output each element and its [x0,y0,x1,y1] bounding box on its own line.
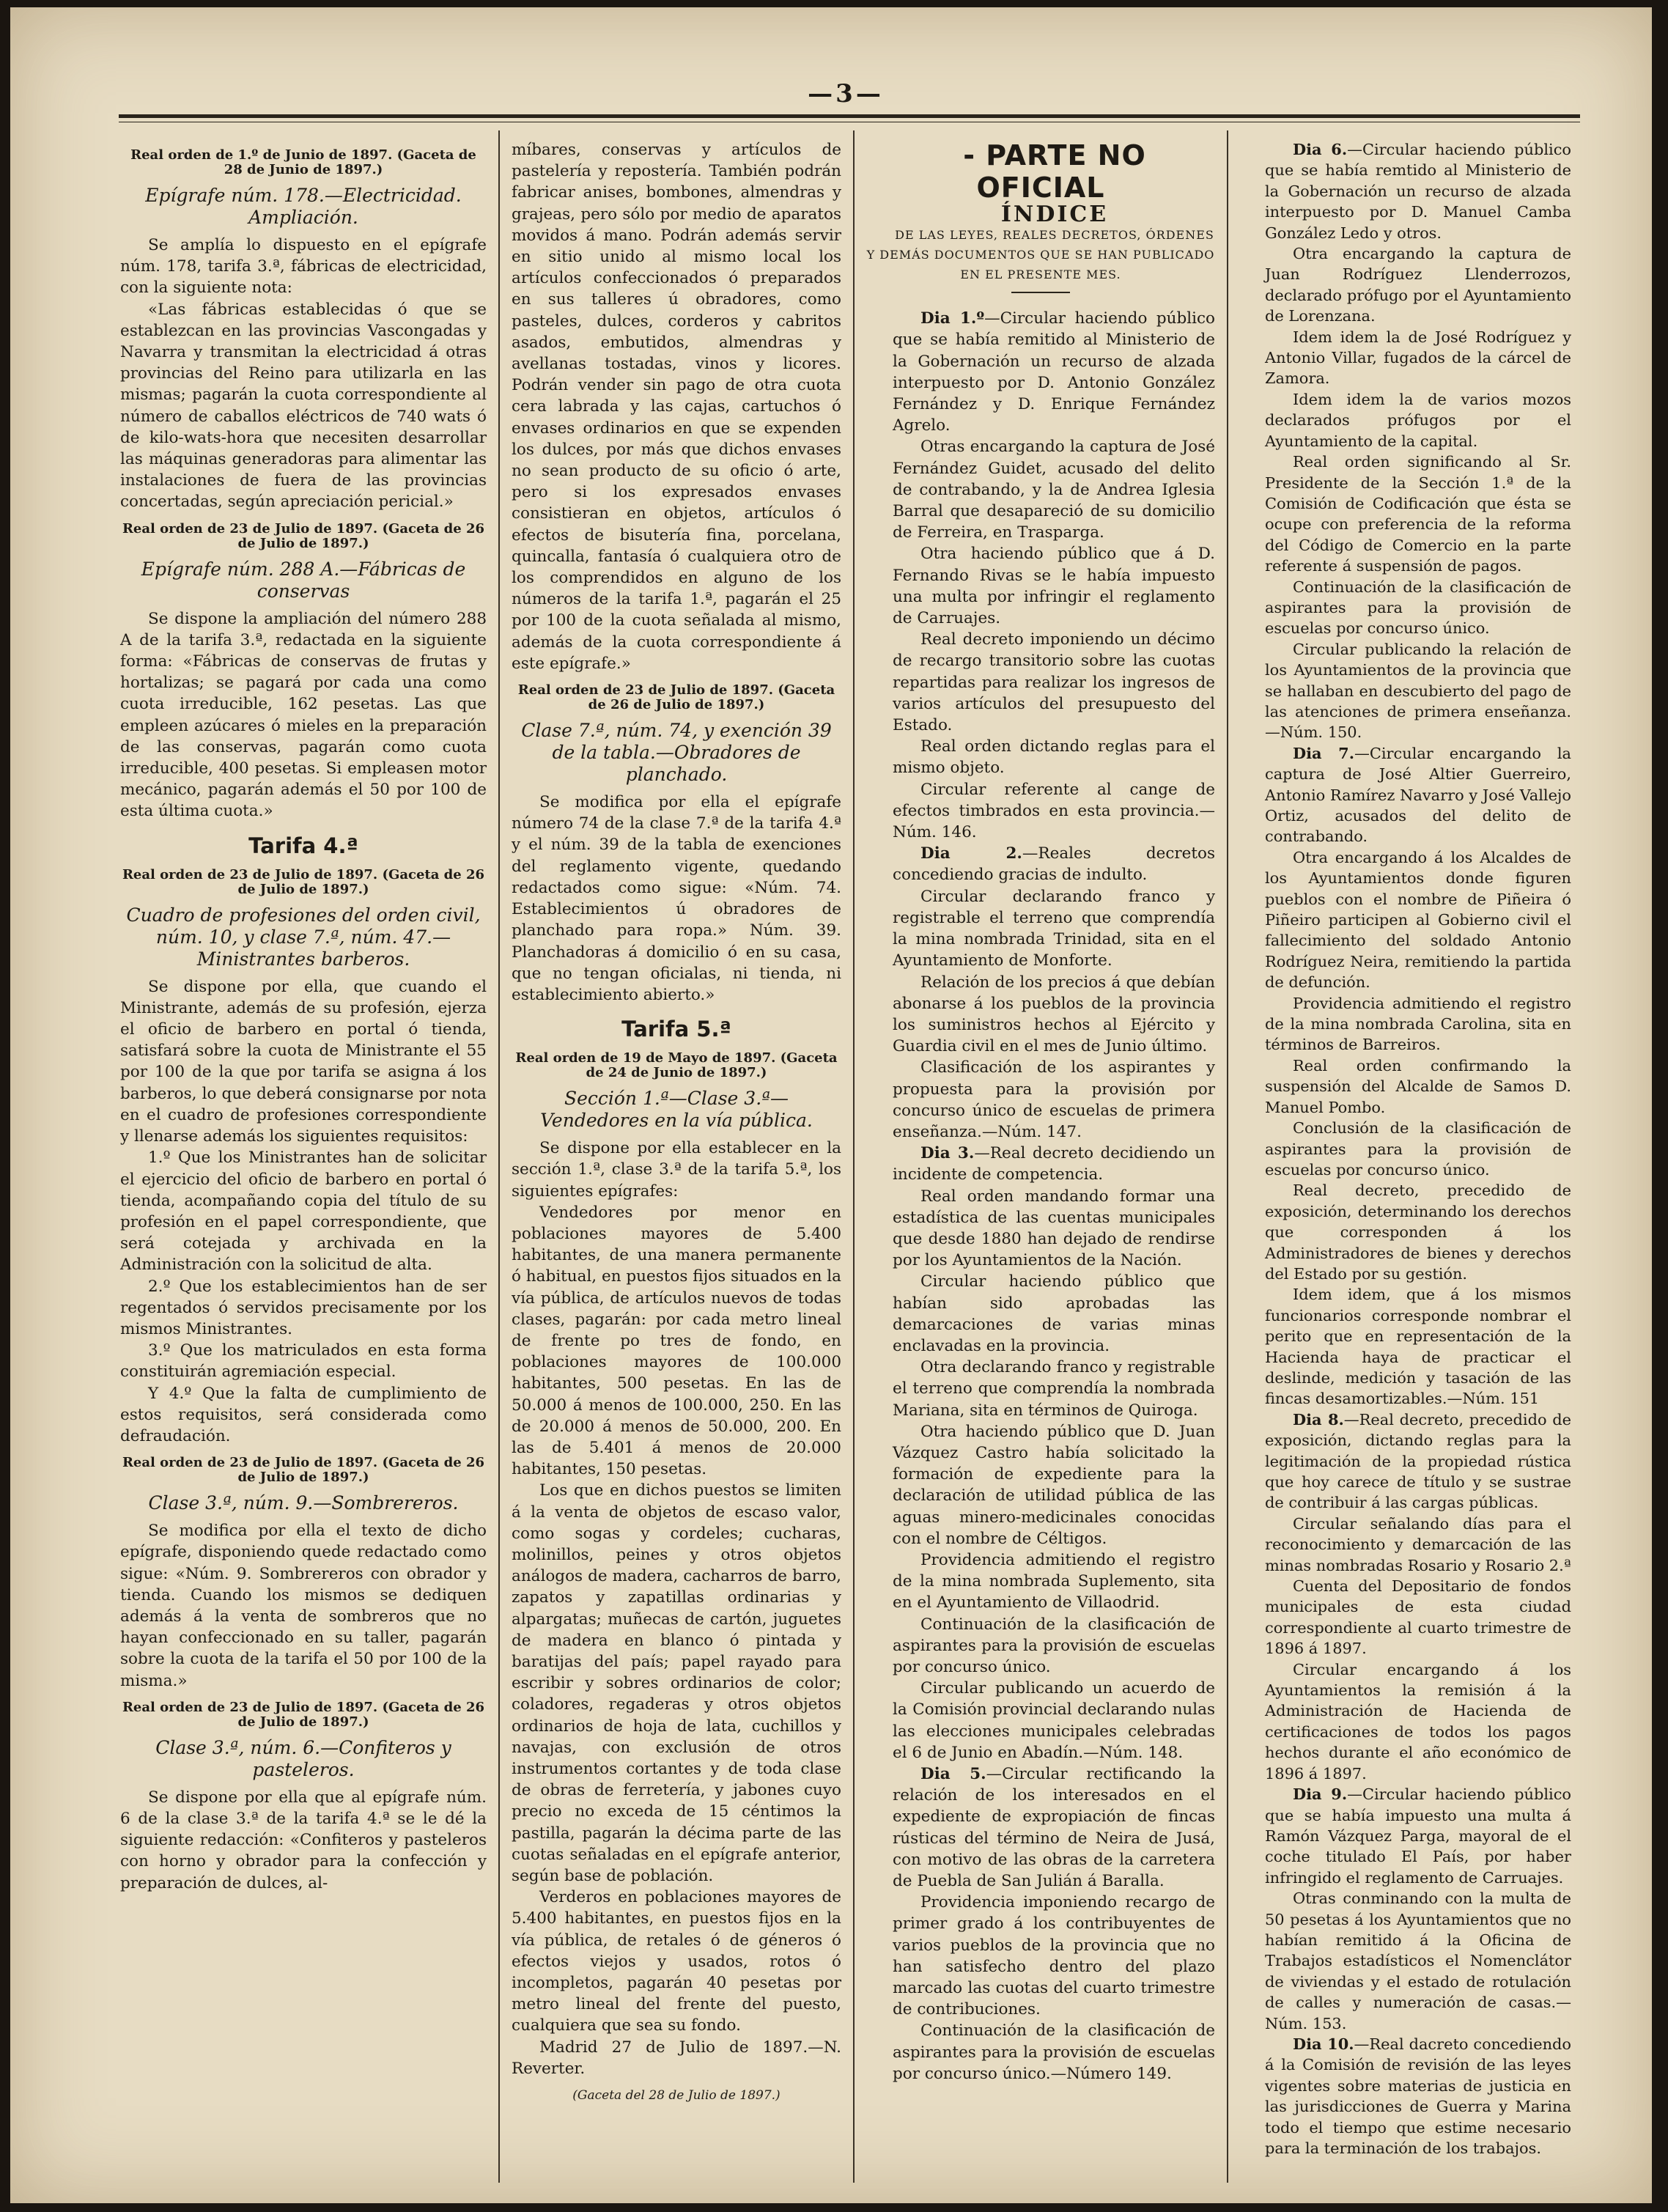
index-day: Dia 7. [1293,743,1354,762]
index-entry: Circular referente al cange de efectos timbrados en esta provincia.—Núm. 146. [893,780,1215,842]
page-number: —3— [808,79,884,108]
paragraph: Vendedores por menor en poblaciones mayores de 5.400 habitantes, de una manera permanente ó habitual, en puestos fijos situados en la vía pública, de artículos nuevos de todas clases, pagarán: por cada metro lineal de frente po tres de fondo, en poblaciones mayores de 100.000 habitantes, 500 pesetas. En las de 50.000 á menos de 100.000, 250. En las de 20.000 á menos de 50.000, 200. En las de 5.401 á menos de 20.000 habitantes, 150 pesetas. [512,1203,841,1479]
index-entry: Otra declarando franco y registrable el terreno que comprendía la nombrada Mariana, sita en términos de Quiroga. [893,1358,1215,1420]
index-entry: Real orden confirmando la suspensión del Alcalde de Samos D. Manuel Pombo. [1265,1056,1571,1116]
index-entry: Dia 9.—Circular haciendo público que se había impuesto una multa á Ramón Vázquez Parga, mayoral de el coche titulado El País, por haber infringido el reglamento de Carruajes. [1265,1785,1572,1887]
paragraph: 1.º Que los Ministrantes han de solicitar el ejercicio del oficio de barbero en portal ó tienda, acompañando copia del título de su profesión en el papel correspondiente, que será cotejada y archivada en la Administración con la solicitud de alta. [120,1149,487,1275]
section-heading: Cuadro de profesiones del orden civil, núm. 10, y clase 7.ª, núm. 47.—Ministrantes barberos. [126,904,481,970]
short-rule [1011,292,1070,293]
column-1 [120,139,487,1894]
index-entry: Idem idem, que á los mismos funcionarios corresponde nombrar el perito que en representación de la Hacienda haya de practicar el deslinde, medición y tasación de las fincas desamortizables.—Núm. 151 [1265,1286,1571,1408]
index-entry: Real orden significando al Sr. Presidente de la Sección 1.ª de la Comisión de Codificación que ésta se ocupe con preferencia de la reforma del Código de Comercio en la parte referente á suspensión de pagos. [1265,453,1571,575]
tariff-heading: Tarifa 4.ª [248,833,358,858]
column-divider [1227,130,1228,2183]
index-entry: Relación de los precios á que debían abonarse á los pueblos de la provincia los suministros hechos al Ejército y Guardia civil en el mes de Junio último. [893,973,1215,1056]
index-entry: Circular declarando franco y registrable el terreno que comprendía la mina nombrada Trinidad, sita en el Ayuntamiento de Monforte. [893,887,1215,970]
index-day: Dia 9. [1293,1785,1348,1804]
index-entry: Dia 7.—Circular encargando la captura de José Altier Guerreiro, Antonio Ramírez Navarro y José Vallejo Ortiz, acusados del delito de contrabando. [1265,743,1571,846]
index-day: Dia 5. [920,1765,986,1784]
header-rule [119,114,1580,118]
index-entry: Dia 5.—Circular rectificando la relación de los interesados en el expediente de expropiación de fincas rústicas del término de Neira de Jusá, con motivo de las obras de la carretera de Puebla de San Julián á Baralla. [893,1765,1215,1891]
source-citation: Real orden de 19 de Mayo de 1897. (Gaceta de 24 de Junio de 1897.) [515,1050,838,1081]
index-entry: Providencia admitiendo el registro de la mina nombrada Carolina, sita en términos de Barreiros. [1265,994,1571,1054]
index-entry: Dia 6.—Circular haciendo público que se había remtido al Ministerio de la Gobernación un recurso de alzada interpuesto por D. Manuel Camba González Ledo y otros. [1265,140,1572,242]
index-entry: Otras conminando con la multa de 50 pesetas á los Ayuntamientos que no habían remitido á la Oficina de Trabajos estadísticos el Nomenclátor de viviendas y el estado de rotulación de calles y numeración de casas.—Núm. 153. [1265,1890,1571,2032]
paragraph: 2.º Que los establecimientos han de ser regentados ó servidos precisamente por los mismos Ministrantes. [120,1277,487,1338]
newspaper-page [10,7,1652,2203]
paragraph: Y 4.º Que la falta de cumplimiento de estos requisitos, será considerada como defraudación. [120,1384,487,1445]
paragraph: Madrid 27 de Julio de 1897.—N. Reverter. [512,2038,841,2078]
index-entry: Otra haciendo público que á D. Fernando Rivas se le había impuesto una multa por infringir el reglamento de Carruajes. [893,545,1215,628]
index-entry: Otras encargando la captura de José Fernández Guidet, acusado del delito de contrabando, y la de Andrea Iglesia Barral que desapareció de su domicilio de Ferreira, en Trasparga. [893,438,1215,542]
index-entry: Dia 8.—Real decreto, precedido de exposición, dictando reglas para la legitimación de la propiedad rústica que hoy carece de título y se sustrae de contribuir á las cargas públicas. [1265,1409,1571,1512]
tariff-heading: Tarifa 5.ª [621,1017,731,1042]
section-heading: Sección 1.ª—Clase 3.ª—Vendedores en la vía pública. [540,1088,813,1132]
section-heading: Epígrafe núm. 288 A.—Fábricas de conservas [141,558,466,602]
section-title: - PARTE NO OFICIAL [963,139,1146,204]
index-entry: Circular encargando á los Ayuntamientos la remisión á la Administración de Hacienda de certificaciones de todos los pagos hechos durante el año económico de 1896 á 1897. [1265,1660,1571,1782]
index-entry: Continuación de la clasificación de aspirantes para la provisión de escuelas por concurso único. [1265,578,1571,638]
section-heading: Clase 3.ª, núm. 9.—Sombrereros. [148,1492,459,1514]
paragraph: 3.º Que los matriculados en esta forma constituirán agremiación especial. [120,1341,487,1382]
index-entry: Cuenta del Depositario de fondos municipales de esta ciudad correspondiente al cuarto trimestre de 1896 á 1897. [1265,1577,1571,1658]
index-day: Dia 1.º [920,309,985,328]
index-entry: Circular haciendo público que habían sido aprobadas las demarcaciones de varias minas enclavadas en la provincia. [893,1272,1215,1355]
index-entry: Real decreto, precedido de exposición, determinando los derechos que corresponden á los Administradores de bienes y derechos del Estado por su gestión. [1265,1181,1571,1283]
signature: (Gaceta del 28 de Julio de 1897.) [572,2088,781,2104]
paragraph: Se dispone por ella que al epígrafe núm. 6 de la clase 3.ª de la tarifa 4.ª se le dé la siguiente redacción: «Confiteros y pasteleros con horno y obrador para la confección y preparación de dulces, al- [120,1788,487,1892]
paragraph: Se modifica por ella el epígrafe número 74 de la clase 7.ª de la tarifa 4.ª y el núm. 39 de la tabla de exenciones del reglamento vigente, quedando redactados como sigue: «Núm. 74. Establecimientos ú obradores de planchado para ropa.» Núm. 39. Planchadoras á domicilio ó en su casa, que no tengan oficialas, ni tienda, ni establecimiento abierto.» [512,793,841,1004]
source-citation: Real orden de 23 de Julio de 1897. (Gaceta de 26 de Julio de 1897.) [122,1455,485,1486]
index-entry: Circular publicando la relación de los Ayuntamientos de la provincia que se hallaban en descubierto del pago de las atenciones de primera enseñanza.—Núm. 150. [1265,640,1571,742]
paragraph: Se modifica por ella el texto de dicho epígrafe, disponiendo quede redactado como sigue: «Núm. 9. Sombrereros con obrador y tienda. Cuando los mismos se dediquen además á la venta de sombreros que no hayan confeccionado en su taller, pagarán sobre la cuota de la tarifa el 50 por 100 de la misma.» [120,1522,487,1690]
column-2 [512,139,841,2106]
section-heading: Clase 3.ª, núm. 6.—Confiteros y pasteleros. [155,1736,451,1780]
index-day: Dia 6. [1293,140,1348,158]
column-4-index [1239,139,1571,2158]
paragraph: Se dispone la ampliación del número 288 A de la tarifa 3.ª, redactada en la siguiente forma: «Fábricas de conservas de frutas y hortalizas; se pagará por cada una como cuota irreducible, 162 pesetas. Las que empleen azúcares ó mieles en la preparación de las conservas, pagarán como cuota irreducible, 400 pesetas. Si empleasen motor mecánico, pagarán además el 50 por 100 de esta última cuota.» [120,609,487,821]
index-subtitle: DE LAS LEYES, REALES DECRETOS, ÓRDENES Y DEMÁS DOCUMENTOS QUE SE HAN PUBLICADO EN EL PRESENTE MES. [866,228,1215,282]
column-divider [853,130,855,2183]
index-day: Dia 3. [920,1144,975,1163]
index-entry: Otra haciendo público que D. Juan Vázquez Castro había solicitado la formación de expediente para la declaración de utilidad pública de las aguas minero-medicinales conocidas con el nombre de Céltigos. [893,1422,1215,1548]
index-entry: Continuación de la clasificación de aspirantes para la provisión de escuelas por concurso único.—Número 149. [893,2021,1215,2083]
index-entry: Idem idem la de varios mozos declarados prófugos por el Ayuntamiento de la capital. [1265,390,1571,450]
index-entry: Dia 3.—Real decreto decidiendo un incidente de competencia. [893,1144,1215,1184]
index-day: Dia 2. [920,844,1022,863]
index-entry: Conclusión de la clasificación de aspirantes para la provisión de escuelas por concurso único. [1265,1119,1571,1179]
index-day: Dia 10. [1293,2034,1354,2053]
index-entry: Real orden mandando formar una estadística de las cuentas municipales que desde 1880 han dejado de rendirse por los Ayuntamientos de la Nación. [893,1187,1215,1270]
paragraph: Se dispone por ella establecer en la sección 1.ª, clase 3.ª de la tarifa 5.ª, los siguientes epígrafes: [512,1139,841,1201]
index-entry: Clasificación de los aspirantes y propuesta para la provisión por concurso único de escuelas de primera enseñanza.—Núm. 147. [893,1058,1215,1141]
paragraph: míbares, conservas y artículos de pastelería y repostería. También podrán fabricar anises, bombones, almendras y grajeas, pero sólo por medio de aparatos movidos á mano. Podrán además servir en sitio unido al mismo local los artículos confeccionados ó preparados en sus talleres ú obradores, como pasteles, dulces, corderos y cabritos asados, embutidos, almendras y avellanas tostadas, vinos y licores. Podrán vender sin pago de otra cuota cera labrada y las cajas, cartuchos ó envases ordinarios en que se expenden los dulces, por más que dichos envases no sean producto de su oficio ó arte, pero si los expresados envases consistieran en objetos, artículos ó efectos de bisutería fina, porcelana, quincalla, fantasía ó cualquiera otro de los comprendidos en alguno de los números de la tarifa 1.ª, pagarán el 25 por 100 de la cuota señalada al mismo, además de la cuota correspondiente á este epígrafe.» [512,141,841,673]
index-entry: Circular publicando un acuerdo de la Comisión provincial declarando nulas las elecciones municipales celebradas el 6 de Junio en Abadín.—Núm. 148. [893,1679,1215,1762]
section-heading: Clase 7.ª, núm. 74, y exención 39 de la tabla.—Obradores de planchado. [521,720,832,786]
index-entry: Dia 2.—Reales decretos concediendo gracias de indulto. [893,844,1215,885]
index-entry: Circular señalando días para el reconocimiento y demarcación de las minas nombradas Rosario y Rosario 2.ª [1265,1514,1571,1574]
index-entry: Providencia admitiendo el registro de la mina nombrada Suplemento, sita en el Ayuntamiento de Villaodrid. [893,1550,1215,1612]
source-citation: Real orden de 23 de Julio de 1897. (Gaceta de 26 de Julio de 1897.) [517,682,835,713]
paragraph: Se dispone por ella, que cuando el Ministrante, además de su profesión, ejerza el oficio de barbero en portal ó tienda, satisfará sobre la cuota de Ministrante el 55 por 100 de la que por tarifa se asigna á los barberos, lo que deberá consignarse por nota en el cuadro de profesiones correspondiente y llenarse además los siguientes requisitos: [120,977,487,1146]
index-entry: Otra encargando á los Alcaldes de los Ayuntamientos donde figuren pueblos con el nombre de Piñeira ó Piñeiro participen al Gobierno civil el fallecimiento del soldado Antonio Rodríguez Neira, remitiendo la partida de defunción. [1265,848,1571,992]
paragraph: Se amplía lo dispuesto en el epígrafe núm. 178, tarifa 3.ª, fábricas de electricidad, con la siguiente nota: [120,236,487,298]
index-entry: Idem idem la de José Rodríguez y Antonio Villar, fugados de la cárcel de Zamora. [1265,328,1571,388]
source-citation: Real orden de 23 de Julio de 1897. (Gaceta de 26 de Julio de 1897.) [122,1699,485,1730]
paragraph: Los que en dichos puestos se limiten á la venta de objetos de escaso valor, como sogas y cordeles; cucharas, molinillos, peines y otros objetos análogos de madera, cacharros de barro, zapatos y zapatillas ordinarias y alpargatas; muñecas de cartón, juguetes de madera en blanco ó pintada y baratijas del país; papel rayado para escribir y sobres ordinarios de color; coladores, regaderas y otros objetos ordinarios de hoja de lata, cuchillos y navajas, con exclusión de otros instrumentos cortantes y de toda clase de obras de ferretería, y jabones cuyo precio no exceda de 15 céntimos la pastilla, pagarán la décima parte de las cuotas señaladas en el epígrafe anterior, según base de población. [512,1481,841,1886]
paragraph: Verderos en poblaciones mayores de 5.400 habitantes, en puestos fijos en la vía pública, de retales ó de géneros ó efectos viejos y usados, rotos ó incompletos, pagarán 40 pesetas por metro lineal del frente del puesto, cualquiera que sea su fondo. [512,1888,841,2035]
index-entry: Otra encargando la captura de Juan Rodríguez Llenderrozos, declarado prófugo por el Ayuntamiento de Lorenzana. [1265,245,1571,325]
index-entry: Dia 10.—Real dacreto concediendo á la Comisión de revisión de las leyes vigentes sobre materias de justicia en las jurisdicciones de Guerra y Marina todo el tiempo que estime necesario para la terminación de los trabajos. [1265,2034,1571,2157]
index-entry: Continuación de la clasificación de aspirantes para la provisión de escuelas por concurso único. [893,1615,1215,1676]
index-entry: Real orden dictando reglas para el mismo objeto. [893,737,1215,778]
index-entry: Providencia imponiendo recargo de primer grado á los contribuyentes de varios pueblos de la provincia que no han satisfecho dentro del plazo marcado las cuotas del cuarto trimestre de contribuciones. [893,1893,1215,2019]
index-entry: Dia 1.º—Circular haciendo público que se había remitido al Ministerio de la Gobernación un recurso de alzada interpuesto por D. Antonio González Fernández y D. Enrique Fernández Agrelo. [893,309,1215,435]
index-title: ÍNDICE [1000,202,1109,227]
column-divider [498,130,500,2183]
source-citation: Real orden de 23 de Julio de 1897. (Gaceta de 26 de Julio de 1897.) [122,866,485,897]
source-citation: Real orden de 23 de Julio de 1897. (Gaceta de 26 de Julio de 1897.) [122,520,485,551]
paragraph: «Las fábricas establecidas ó que se establezcan en las provincias Vascongadas y Navarra y transmitan la electricidad á otras provincias del Reino para utilizarla en las mismas; pagarán la cuota correspondiente al número de caballos eléctricos de 740 wats ó de kilo-wats-hora que necesiten desarrollar las máquinas generadoras para alimentar las instalaciones de fuera de las provincias concertadas, según apreciación pericial.» [120,300,487,512]
section-heading: Epígrafe núm. 178.—Electricidad. Ampliación. [145,185,462,228]
index-day: Dia 8. [1293,1409,1344,1428]
source-citation: Real orden de 1.º de Junio de 1897. (Gaceta de 28 de Junio de 1897.) [130,147,476,177]
index-entry: Real decreto imponiendo un décimo de recargo transitorio sobre las cuotas repartidas para realizar los ingresos de varios artículos del presupuesto del Estado. [893,630,1215,735]
column-3-index [866,139,1215,2084]
